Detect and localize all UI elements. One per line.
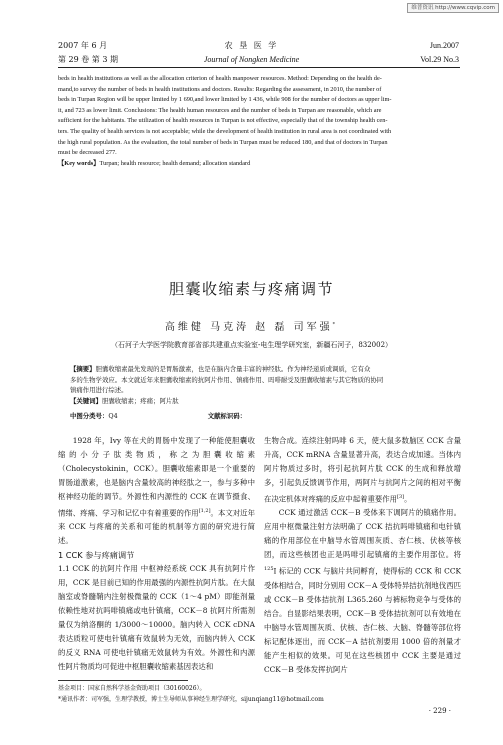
right-text: 生物合成。连续注射吗啡 6 天，使大鼠多数脑区 CCK 含量升高，CCK mRNA 含量显著升高，表达合成加速。当体内阿片物质过多时，将引起抗阿片肽 CCK 的生成和释放增多，引起负反馈调节作用，两阿片与抗阿片之间的相对平衡在决定机体对疼痛的反应中起着重要作用: [264, 436, 461, 504]
article-affiliation: （石河子大学医学院教育部省部共建重点实验室-电生理学研究室，新疆石河子，832002）: [110, 341, 393, 349]
article-title: 胆囊收缩素与疼痛调节: [168, 280, 334, 298]
right-citation: [3]: [397, 494, 405, 500]
right-column: [264, 434, 461, 677]
section-heading: 1 CCK 参与疼痛调节: [58, 550, 135, 561]
footnote-mark: *: [58, 696, 61, 703]
english-abstract-line: mand,to survey the number of beds in health institutions and doctors. Results: Regarding the assessment, in 2010, the number of: [58, 85, 382, 93]
header-journal-en: Journal of Nongken Medicine: [203, 55, 300, 64]
classification-row: [70, 411, 448, 421]
english-abstract: [58, 74, 460, 169]
english-abstract-line: beds in health institutions as well as the allocation criterion of health manpower resources. Method: Depending on the health de-: [58, 75, 382, 82]
intro-text: 1928 年，Ivy 等在犬的胃肠中发现了一种能使胆囊收缩的小分子肽类物质，称之为胆囊收缩素（Cholecystokinin，CCK）。胆囊收缩素即是一个重要的胃肠道激素，也是脑内含量较高的神经肽之一，参与多种中枢神经功能的调节。外源性和内源性的 CCK 在调节摄食、情绪、疼痛、学习和记忆中有着重要的作用: [58, 436, 255, 518]
abstract-line: 镇痛作用进行综述。: [70, 386, 128, 395]
right-paragraph-2: [264, 506, 461, 676]
watermark: 维普资讯 http://www.cqvip.com: [407, 3, 499, 13]
right-text-end: 。: [404, 494, 412, 504]
english-abstract-line: ters. The quality of health services is not acceptable; while the development of health institution in rural area is not coordinated with: [58, 127, 392, 135]
intro-paragraph: [58, 434, 255, 548]
footnote-rule: [58, 680, 188, 681]
page-number: · 229 ·: [428, 707, 451, 715]
footnote-fund: 基金项目：国家自然科学基金资助项目（30160026）。: [58, 685, 206, 692]
english-abstract-line: must be decreased 277.: [58, 149, 117, 157]
clc-label: 中图分类号：: [70, 412, 109, 420]
intro-text-end: 。本文对近年来 CCK 与疼痛的关系和可能的机制等方面的研究进行简述。: [58, 508, 255, 546]
left-column: [58, 434, 255, 674]
abstract-text: 胆囊收缩素最先发现的是胃肠激素，也是在脑内含量丰富的神经肽。作为神经递质或调质，它有众: [95, 365, 371, 373]
right-text-cont: I 标记的 CCK 与脑片共同孵育，使得标的 CCK 和 CCK 受体相结合，同时分别用 CCK－A 受体特异拮抗剂地伐西匹或 CCK－B 受体拮抗剂 L365.260 与裤标物竞争与受体的结合。自显影结果表明，CCK－B 受体拮抗剂可以有效地在中脑导水管周围灰质、伏核、杏仁核、大脑、脊髓等部位将标记配体逐出，而 CCK－A 拮抗剂要用 1000 倍的剂量才能产生相似的效果。可见在这些核团中 CCK 主要是通过 CCK－B 受体发挥抗阿片: [264, 566, 461, 674]
english-abstract-line: the high rural population. As the evaluation, the total number of beds in Turpan must be reduced 180, and that of doctors in Turpan: [58, 138, 388, 146]
abstract-line: [70, 364, 448, 375]
abstract-line: 多的生物学效应。本文就近年来胆囊收缩素的抗阿片作用、镇痛作用、吗啡耐受及胆囊收缩素与其它物质的协同: [70, 375, 384, 384]
header-rule: [58, 67, 460, 68]
header-date-en: Jun.2007: [429, 41, 459, 50]
english-abstract-line: it, and 723 as lower limit. Conclusions: The health human resources and the number of beds in Turpan are reasonable, which are: [58, 106, 382, 114]
header-volume: 第 29 卷 第 3 期: [58, 55, 118, 64]
english-keywords-label: 【Key words】: [58, 159, 100, 167]
keywords: [70, 396, 448, 406]
right-text: CCK 通过激活 CCK－B 受体来下调阿片的镇痛作用。应用中枢微量注射方法明确了 CCK 拮抗吗啡镇痛和电针镇痛的作用部位在中脑导水管周围灰质、杏仁核、伏核等核团，而这些核团也正是吗啡引起镇痛的主要作用部位。将: [264, 508, 461, 560]
footnote-corr-text: 通讯作者：司军强，生理学教授，博士生导师从事神经生理学研究，sijunqiang11@hotmail.com: [61, 696, 324, 703]
subsection-paragraph: 1.1 CCK 的抗阿片作用 中枢神经系统 CCK 具有抗阿片作用，CCK 是目前已知的作用最强的内源性抗阿片肽。在大鼠脑室或脊髓鞘内注射极微量的 CCK（1～4 pM）即能剂量依赖性地对抗吗啡镇痛或电针镇痛，CCK－8 抗阿片所需剂量仅为纳洛酮的 1/3000～10000。脑内转入 CCK cDNA 表达质粒可使电针镇痛有效鼠转为无效，而脑内转入 CCK 的反义 RNA 可使电针镇痛无效鼠转为有效。外源性和内源性阿片物质均可促进中枢胆囊收缩素基因表达和: [58, 564, 255, 672]
header-issue-en: Vol.29 No.3: [420, 55, 459, 64]
right-paragraph-1: [264, 434, 461, 506]
article-authors: [0, 318, 503, 333]
abstract-label: 【摘要】: [70, 365, 96, 373]
english-abstract-line: beds in Turpan Region will be upper limited by 1 690,and lower limited by 1 436, while 908 for the number of doctors as upper lim-: [58, 96, 392, 104]
doc-code-label: 文献标识码：: [207, 412, 247, 420]
english-keywords: [58, 159, 460, 170]
footnote-corresponding: [58, 695, 478, 705]
author-names: 高维健 马克涛 赵 磊 司军强: [164, 322, 333, 333]
corresponding-author-mark: *: [332, 321, 339, 328]
header-journal-cn: 农 垦 医 学: [224, 41, 279, 50]
isotope-superscript: 125: [264, 566, 274, 573]
chinese-abstract: [70, 364, 448, 396]
english-abstract-line: sufficient for the habitants. The utilization of health resources in Turpan is not effective, especially that of the township health cen-: [58, 117, 388, 125]
english-keywords-text: Turpan; health resource; health demand; allocation standard: [99, 159, 251, 167]
intro-citation: [1,2]: [198, 508, 211, 514]
keywords-label: 【关键词】: [70, 397, 102, 405]
keywords-text: 胆囊收缩素；疼痛；阿片肽: [101, 397, 179, 405]
header-date: 2007 年 6 月: [58, 41, 108, 50]
clc-value: Q4: [108, 412, 118, 420]
